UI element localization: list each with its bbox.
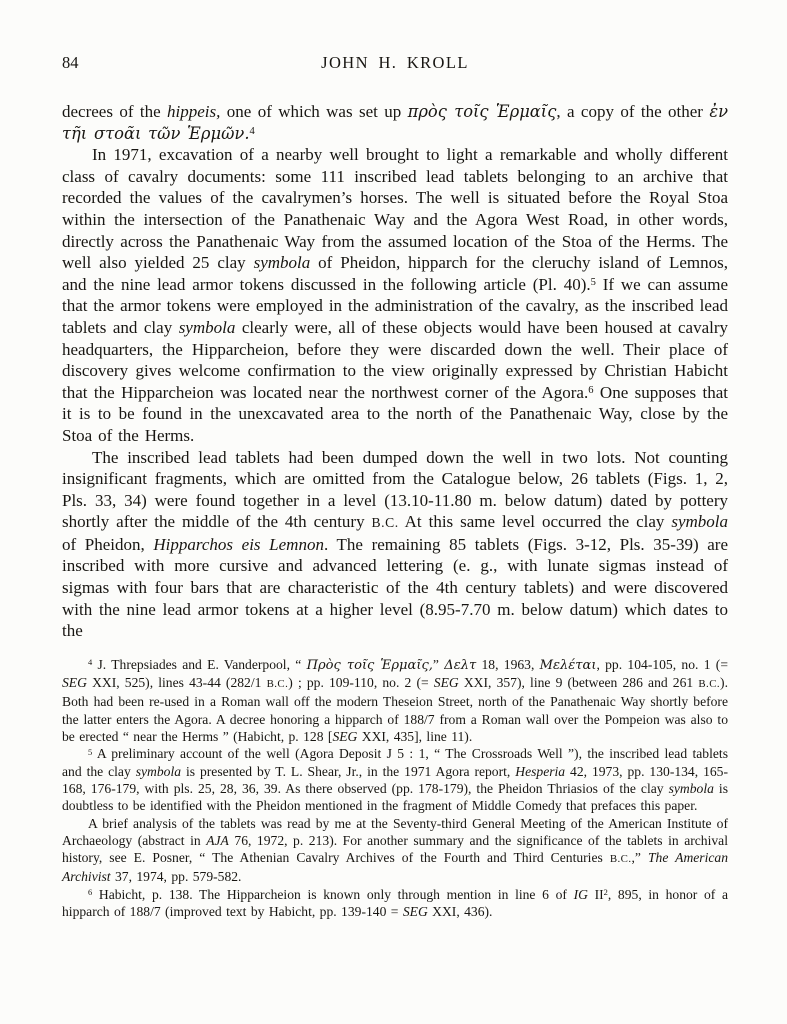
text-run: , 895, in honor of a hipparch of 188/7 (improved text by Habicht, pp. 139-140 =	[62, 886, 729, 919]
text-run: One supposes that it is to be found in the unexcavated area to the north of the Panathenaic Way, close by the Stoa of the Herms.	[62, 382, 728, 445]
text-run: clearly were, all of these objects would have been housed at cavalry headquarters, the Hipparcheion, before they were discarded down the well. Their place of discovery gives welcome confirmation to the view originally expressed by Christian Habicht that the Hipparcheion was located near the northwest corner of the Agora.	[62, 317, 728, 402]
text-run: SEG	[62, 675, 87, 691]
text-run: AJA	[206, 832, 229, 848]
text-run: . The remaining 85 tablets (Figs. 3-12, Pls. 35-39) are inscribed with more cursive and advanced lettering (e. g., with lunate sigmas instead of sigmas with four bars that are characteristic of the 4th century tablets) and were discovered with the nine lead armor tokens at a higher level (8.95-7.70 m. below datum) which dates to the	[62, 534, 728, 641]
text-run: XXI, 357), line 9 (between 286 and 261	[458, 675, 699, 691]
page-number: 84	[62, 53, 79, 72]
text-run: Δελτ	[444, 657, 477, 673]
footnote-reference: 4	[249, 125, 255, 137]
footnote-5	[62, 745, 728, 814]
text-run: B.C.	[266, 678, 289, 691]
text-run: 76, 1972, p. 213). For another summary and the significance of the tablets in archival history, see E. Posner, “ The Athenian Cavalry Archives of the Fourth and Third Centuries	[62, 832, 728, 866]
text-run: The American Archivist	[62, 850, 728, 885]
text-run: symbola	[178, 317, 236, 337]
text-run: XXI, 435], line 11).	[357, 729, 473, 745]
text-run: Hipparchos eis Lemnon	[153, 534, 324, 554]
text-run: A brief analysis of the tablets was read by me at the Seventy-third General Meeting of the American Institute of Archaeology (abstract in	[62, 815, 728, 848]
text-run: hippeis,	[167, 102, 221, 121]
footnote-4	[62, 656, 728, 745]
main-text	[62, 101, 728, 642]
text-run: B.C.	[371, 515, 399, 531]
text-run: B.C.	[609, 853, 632, 866]
text-run: Hesperia	[515, 763, 566, 779]
text-run: In 1971, excavation of a nearby well brought to light a remarkable and wholly different class of cavalry documents: some 111 inscribed lead tablets belonging to an archive that recorded the values of the cavalrymen’s horses. The well is situated before the Royal Stoa within the intersection of the Panathenaic Way and the Agora West Road, in other words, directly across the Panathenaic Way from the assumed location of the Stoa of the Herms. The well also yielded 25 clay	[62, 145, 728, 273]
footnotes-section	[62, 656, 728, 920]
text-run: is doubtless to be identified with the Pheidon mentioned in the fragment of Middle Comedy that prefaces this paper.	[62, 780, 728, 814]
page-header	[62, 53, 728, 73]
text-run: , pp. 104-105, no. 1 (=	[596, 656, 729, 672]
text-run: ἐν τῆι στοᾶι τῶν Ἑρμῶν.	[62, 102, 728, 143]
text-run: If we can assume that the armor tokens were employed in the administration of the cavalry, as the inscribed lead tablets and clay	[62, 274, 728, 337]
text-run: 37, 1974, pp. 579-582.	[110, 869, 242, 885]
text-run: one of which was set up	[220, 102, 408, 121]
text-run: 18, 1963,	[476, 656, 540, 672]
text-run: II	[587, 886, 604, 902]
footnote-reference: 6	[88, 886, 93, 897]
footnote-6	[62, 886, 728, 921]
body-paragraph	[62, 144, 728, 446]
text-run: Πρὸς τοῖς Ἑρμαῖς,	[306, 657, 433, 673]
text-run: 42, 1973, pp. 130-134, 165-168, 176-179, with pls. 25, 28, 36, 39. As there observed (pp. 178-179), the Pheidon Thriasios of the clay	[62, 763, 728, 796]
text-run: ) ; pp. 109-110, no. 2 (=	[288, 675, 434, 691]
text-run: symbola	[253, 253, 311, 273]
body-paragraph-continuation	[62, 101, 728, 144]
text-run: decrees of the	[62, 102, 168, 121]
text-run: of Pheidon, hipparch for the cleruchy island of Lemnos, and the nine lead armor tokens discussed in the following article (Pl. 40).	[62, 253, 728, 294]
footnote-reference: 5	[88, 746, 93, 757]
text-run: Μελέται	[539, 657, 597, 673]
text-run: ”	[432, 656, 445, 672]
text-run: symbola	[671, 512, 728, 532]
text-run: SEG	[433, 675, 459, 691]
text-run: SEG	[332, 729, 358, 745]
running-head: JOHN H. KROLL	[321, 53, 469, 72]
footnote-5-continued	[62, 815, 728, 886]
text-run: of Pheidon,	[62, 534, 154, 554]
footnote-reference: 4	[88, 657, 93, 668]
text-run: symbola	[668, 780, 714, 796]
footnote-reference: 5	[590, 277, 596, 289]
text-run: SEG	[402, 904, 428, 919]
text-run: , a copy of the other	[556, 102, 710, 121]
text-run: ,”	[631, 850, 648, 866]
footnote-reference: 2	[603, 886, 608, 897]
text-run: The inscribed lead tablets had been dumped down the well in two lots. Not counting insignificant fragments, which are omitted from the Catalogue below, 26 tablets (Figs. 1, 2, Pls. 33, 34) were found together in a level (13.10-11.80 m. below datum) dated by pottery shortly after the middle of the 4th century	[62, 447, 728, 532]
text-run: symbola	[135, 763, 182, 779]
text-run: B.C.	[698, 678, 721, 691]
text-run: πρὸς τοῖς Ἑρμαῖς	[407, 102, 557, 121]
text-run: At this same level occurred the clay	[398, 512, 672, 532]
text-run: IG	[573, 886, 588, 902]
text-run: is presented by T. L. Shear, Jr., in the 1971 Agora report,	[181, 763, 516, 779]
text-run: Habicht, p. 138. The Hipparcheion is known only through mention in line 6 of	[92, 886, 574, 902]
text-run: J. Threpsiades and E. Vanderpool, “	[92, 656, 307, 672]
text-run: A preliminary account of the well (Agora Deposit J 5 : 1, “ The Crossroads Well ”), the inscribed lead tablets and the clay	[62, 746, 728, 779]
footnote-reference: 6	[588, 384, 594, 396]
text-run: XXI, 525), lines 43-44 (282/1	[86, 675, 267, 691]
text-run: XXI, 436).	[427, 904, 493, 919]
body-paragraph	[62, 447, 728, 642]
text-run: ). Both had been re-used in a Roman wall off the modern Theseion Street, north of the Panathenaic Way shortly before the latter enters the Agora. A decree honoring a hipparch of 188/7 from a Roman wall over the Pompeion was also to be erected “ near the Herms ” (Habicht, p. 128 [	[62, 675, 728, 745]
